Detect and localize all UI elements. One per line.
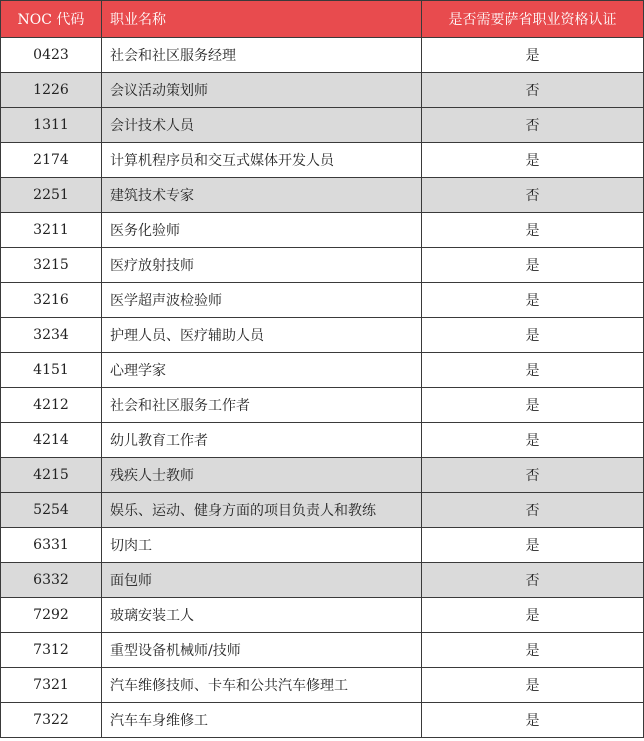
certification-required-cell: 是 bbox=[422, 703, 644, 738]
certification-required-cell: 否 bbox=[422, 458, 644, 493]
table-row bbox=[1, 388, 644, 423]
occupation-name-cell: 会议活动策划师 bbox=[102, 73, 422, 108]
noc-code-cell: 7321 bbox=[1, 668, 102, 703]
certification-required-cell: 是 bbox=[422, 598, 644, 633]
occupation-name-cell: 医学超声波检验师 bbox=[102, 283, 422, 318]
certification-required-cell: 是 bbox=[422, 318, 644, 353]
certification-required-cell: 是 bbox=[422, 668, 644, 703]
header-occupation-name: 职业名称 bbox=[102, 1, 422, 38]
occupation-name-cell: 计算机程序员和交互式媒体开发人员 bbox=[102, 143, 422, 178]
noc-code-cell: 1226 bbox=[1, 73, 102, 108]
occupation-name-cell: 护理人员、医疗辅助人员 bbox=[102, 318, 422, 353]
certification-required-cell: 是 bbox=[422, 283, 644, 318]
occupation-name-cell: 建筑技术专家 bbox=[102, 178, 422, 213]
certification-required-cell: 是 bbox=[422, 633, 644, 668]
noc-code-cell: 4151 bbox=[1, 353, 102, 388]
certification-required-cell: 是 bbox=[422, 423, 644, 458]
table-row bbox=[1, 598, 644, 633]
table-row bbox=[1, 668, 644, 703]
table-row bbox=[1, 108, 644, 143]
occupation-name-cell: 社会和社区服务工作者 bbox=[102, 388, 422, 423]
certification-required-cell: 否 bbox=[422, 73, 644, 108]
occupation-name-cell: 会计技术人员 bbox=[102, 108, 422, 143]
certification-required-cell: 是 bbox=[422, 388, 644, 423]
noc-code-cell: 4214 bbox=[1, 423, 102, 458]
certification-required-cell: 是 bbox=[422, 38, 644, 73]
noc-code-cell: 7312 bbox=[1, 633, 102, 668]
occupation-name-cell: 社会和社区服务经理 bbox=[102, 38, 422, 73]
table-row bbox=[1, 423, 644, 458]
header-row bbox=[1, 1, 644, 38]
occupation-name-cell: 玻璃安装工人 bbox=[102, 598, 422, 633]
noc-code-cell: 7292 bbox=[1, 598, 102, 633]
noc-code-cell: 2174 bbox=[1, 143, 102, 178]
noc-code-cell: 3234 bbox=[1, 318, 102, 353]
certification-required-cell: 否 bbox=[422, 493, 644, 528]
occupation-name-cell: 医疗放射技师 bbox=[102, 248, 422, 283]
noc-code-cell: 0423 bbox=[1, 38, 102, 73]
table-row bbox=[1, 493, 644, 528]
table-row bbox=[1, 143, 644, 178]
noc-code-cell: 3211 bbox=[1, 213, 102, 248]
occupation-name-cell: 医务化验师 bbox=[102, 213, 422, 248]
occupation-name-cell: 娱乐、运动、健身方面的项目负责人和教练 bbox=[102, 493, 422, 528]
noc-code-cell: 6331 bbox=[1, 528, 102, 563]
table-row bbox=[1, 318, 644, 353]
table-row bbox=[1, 528, 644, 563]
table-row bbox=[1, 213, 644, 248]
noc-code-cell: 3216 bbox=[1, 283, 102, 318]
table-body bbox=[1, 38, 644, 738]
noc-code-cell: 7322 bbox=[1, 703, 102, 738]
occupation-name-cell: 汽车维修技师、卡车和公共汽车修理工 bbox=[102, 668, 422, 703]
occupation-name-cell: 重型设备机械师/技师 bbox=[102, 633, 422, 668]
noc-code-cell: 1311 bbox=[1, 108, 102, 143]
occupation-name-cell: 幼儿教育工作者 bbox=[102, 423, 422, 458]
noc-code-cell: 4212 bbox=[1, 388, 102, 423]
table-header bbox=[1, 1, 644, 38]
table-row bbox=[1, 283, 644, 318]
certification-required-cell: 否 bbox=[422, 178, 644, 213]
occupation-name-cell: 残疾人士教师 bbox=[102, 458, 422, 493]
table-row bbox=[1, 38, 644, 73]
certification-required-cell: 是 bbox=[422, 143, 644, 178]
noc-code-cell: 5254 bbox=[1, 493, 102, 528]
certification-required-cell: 是 bbox=[422, 353, 644, 388]
occupation-name-cell: 心理学家 bbox=[102, 353, 422, 388]
table-row bbox=[1, 248, 644, 283]
occupation-name-cell: 汽车车身维修工 bbox=[102, 703, 422, 738]
noc-code-cell: 4215 bbox=[1, 458, 102, 493]
table-row bbox=[1, 703, 644, 738]
occupation-name-cell: 面包师 bbox=[102, 563, 422, 598]
noc-code-cell: 6332 bbox=[1, 563, 102, 598]
noc-code-cell: 3215 bbox=[1, 248, 102, 283]
certification-required-cell: 是 bbox=[422, 248, 644, 283]
noc-code-cell: 2251 bbox=[1, 178, 102, 213]
table-row bbox=[1, 563, 644, 598]
certification-required-cell: 是 bbox=[422, 213, 644, 248]
table-row bbox=[1, 73, 644, 108]
header-noc-code: NOC 代码 bbox=[1, 1, 102, 38]
certification-required-cell: 是 bbox=[422, 528, 644, 563]
certification-required-cell: 否 bbox=[422, 563, 644, 598]
table-row bbox=[1, 178, 644, 213]
occupation-name-cell: 切肉工 bbox=[102, 528, 422, 563]
certification-required-cell: 否 bbox=[422, 108, 644, 143]
table-row bbox=[1, 458, 644, 493]
table-row bbox=[1, 353, 644, 388]
table-row bbox=[1, 633, 644, 668]
header-requires-certification: 是否需要萨省职业资格认证 bbox=[422, 1, 644, 38]
